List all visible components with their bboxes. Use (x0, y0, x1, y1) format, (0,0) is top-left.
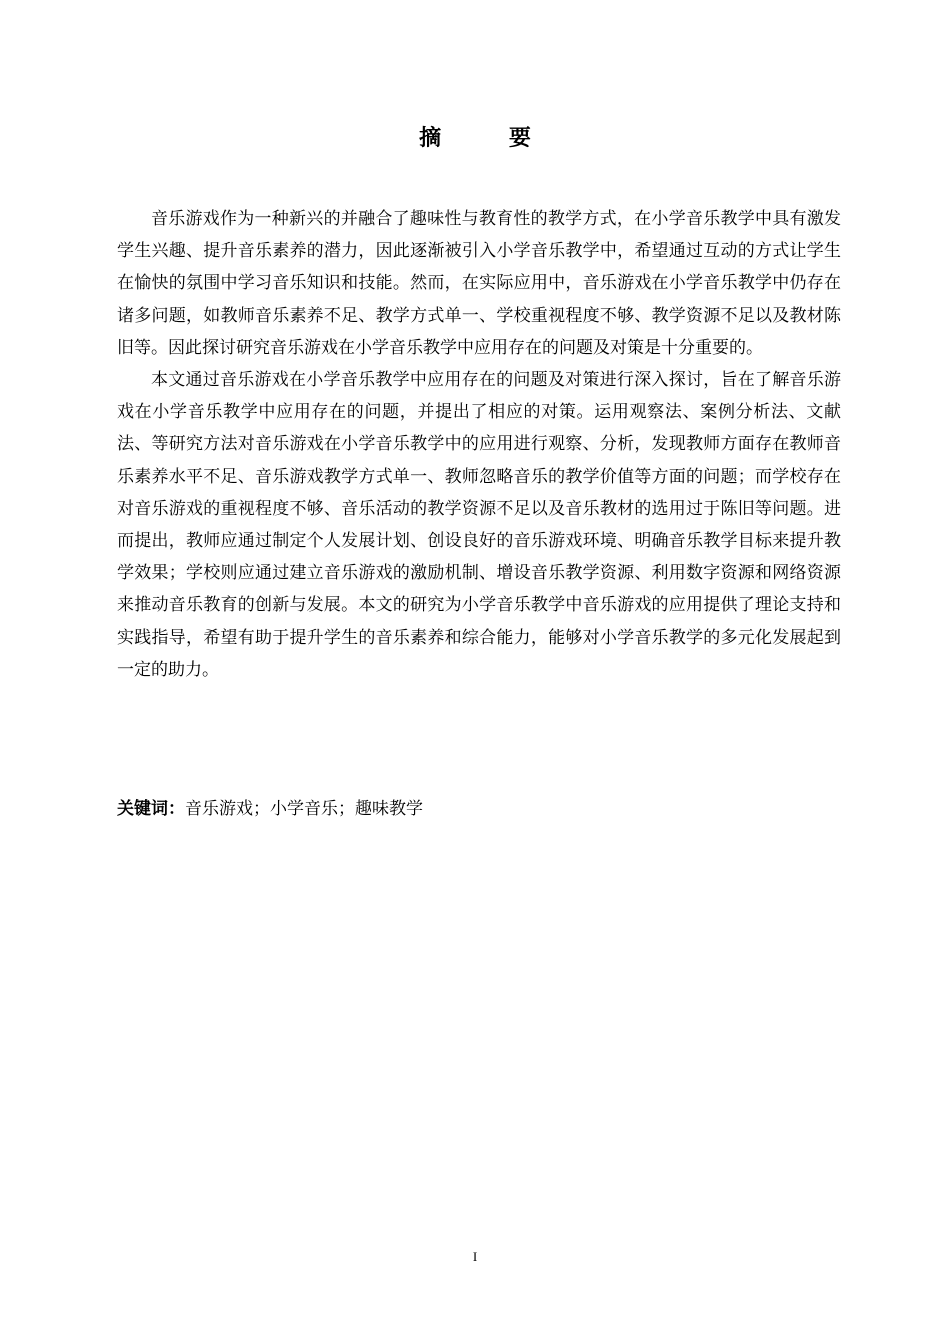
page-number: I (472, 1249, 478, 1264)
keywords-line (117, 793, 841, 825)
keywords-value: 音乐游戏；小学音乐；趣味教学 (185, 799, 423, 819)
abstract-paragraph-2: 本文通过音乐游戏在小学音乐教学中应用存在的问题及对策进行深入探讨，旨在了解音乐游戏在小学音乐教学中应用存在的问题，并提出了相应的对策。运用观察法、案例分析法、文献法、等研究方法对音乐游戏在小学音乐教学中的应用进行观察、分析，发现教师方面存在教师音乐素养水平不足、音乐游戏教学方式单一、教师忽略音乐的教学价值等方面的问题；而学校存在对音乐游戏的重视程度不够、音乐活动的教学资源不足以及音乐教材的选用过于陈旧等问题。进而提出，教师应通过制定个人发展计划、创设良好的音乐游戏环境、明确音乐教学目标来提升教学效果；学校则应通过建立音乐游戏的激励机制、增设音乐教学资源、利用数字资源和网络资源来推动音乐教育的创新与发展。本文的研究为小学音乐教学中音乐游戏的应用提供了理论支持和实践指导，希望有助于提升学生的音乐素养和综合能力，能够对小学音乐教学的多元化发展起到一定的助力。 (117, 370, 841, 680)
keywords-label: 关键词： (117, 799, 185, 819)
abstract-paragraph-1: 音乐游戏作为一种新兴的并融合了趣味性与教育性的教学方式，在小学音乐教学中具有激发学生兴趣、提升音乐素养的潜力，因此逐渐被引入小学音乐教学中，希望通过互动的方式让学生在愉快的氛围中学习音乐知识和技能。然而，在实际应用中，音乐游戏在小学音乐教学中仍存在诸多问题，如教师音乐素养不足、教学方式单一、学校重视程度不够、教学资源不足以及教材陈旧等。因此探讨研究音乐游戏在小学音乐教学中应用存在的问题及对策是十分重要的。 (117, 209, 841, 358)
abstract-body (117, 203, 841, 686)
abstract-title: 摘 要 (419, 126, 561, 151)
